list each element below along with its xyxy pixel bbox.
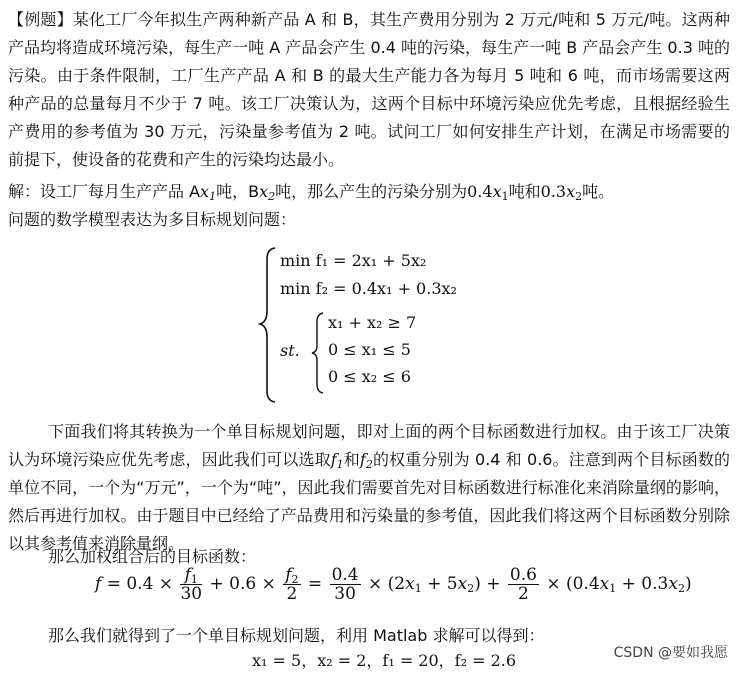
pollution-b: $0.3x_2$ <box>540 182 583 203</box>
solution-intro-part: 吨和 <box>508 182 541 201</box>
problem-paragraph <box>8 6 730 174</box>
var-x2: $x_2$ <box>259 182 276 203</box>
weighting-text: 下面我们将其转换为一个单目标规划问题，即对上面的两个目标函数进行加权。由于该工厂决策认为环境污染应优先考虑，因此我们可以选取 <box>8 422 730 469</box>
pollution-a: $0.4x_1$ <box>467 182 509 203</box>
model-line: 问题的数学模型表达为多目标规划问题： <box>8 210 297 229</box>
var-x1: $x_1$ <box>200 182 217 203</box>
weighting-text: 的权重分别为 0.4 和 0.6。注意到两个目标函数的单位不同，一个为“万元”，一个为“吨”，因此我们需要首先对目标函数进行标准化来消除量纲的影响，然后再进行加权。由于题目中已经给了产品费用和污染量的参考值，因此我们将这两个目标函数分别除以其参考值来消除量纲。 <box>8 450 730 553</box>
weighting-text: 和 <box>343 450 360 469</box>
solution-intro-part: 吨，B <box>216 182 260 201</box>
constraint-3: 0 ≤ x₂ ≤ 6 <box>328 367 411 386</box>
result-intro: 那么我们就得到了一个单目标规划问题，利用 Matlab 求解可以得到： <box>48 626 545 645</box>
solution-intro <box>8 178 730 206</box>
f2-symbol: $f_2$ <box>359 450 373 471</box>
solution-intro-part: 解：设工厂每月生产产品 A <box>8 182 201 201</box>
constraint-1: x₁ + x₂ ≥ 7 <box>328 313 417 332</box>
f1-symbol: $f_1$ <box>330 450 344 471</box>
constraint-2: 0 ≤ x₁ ≤ 5 <box>328 340 411 359</box>
watermark: CSDN @要如我愿 <box>613 645 728 661</box>
weighted-intro: 那么加权组合后的目标函数： <box>48 547 257 566</box>
weighting-paragraph <box>8 418 730 558</box>
st-label: st. <box>280 341 300 360</box>
constraint-brace <box>310 311 326 395</box>
optimization-system <box>258 245 528 405</box>
left-brace <box>258 245 278 405</box>
solution-intro-part: 吨，那么产生的污染分别为 <box>275 182 468 201</box>
result-values: x₁ = 5，x₂ = 2，f₁ = 20，f₂ = 2.6 <box>252 651 517 670</box>
solution-intro-part: 吨。 <box>582 182 615 201</box>
objective-2: min f₂ = 0.4x₁ + 0.3x₂ <box>280 279 457 298</box>
problem-label: 【例题】 <box>8 10 73 29</box>
weighted-equation: f = 0.4 × $\frac{f_1}{30}$ + 0.6 × $\frac{f_2}{2}$ = $\frac{0.4}{30}$ × $(2x_1 + 5x_2)$ + $\frac{0.6}{2}$ × $(0.4x_1 + 0.3x_2)$ <box>95 565 692 604</box>
objective-1: min f₁ = 2x₁ + 5x₂ <box>280 251 427 270</box>
problem-text: 某化工厂今年拟生产两种新产品 A 和 B，其生产费用分别为 2 万元/吨和 5 万元/吨。这两种产品均将造成环境污染，每生产一吨 A 产品会产生 0.4 吨的污染，每生产一吨 B 产品会产生 0.3 吨的污染。由于条件限制，工厂生产产品 A 和 B 的最大生产能力各为每月 5 吨和 6 吨，而市场需要这两种产品的总量每月不少于 7 吨。该工厂决策认为，这两个目标中环境污染应优先考虑，且根据经验生产费用的参考值为 30 万元，污染量参考值为 2 吨。试问工厂如何安排生产计划，在满足市场需要的前提下，使设备的花费和产生的污染均达最小。 <box>8 10 730 169</box>
